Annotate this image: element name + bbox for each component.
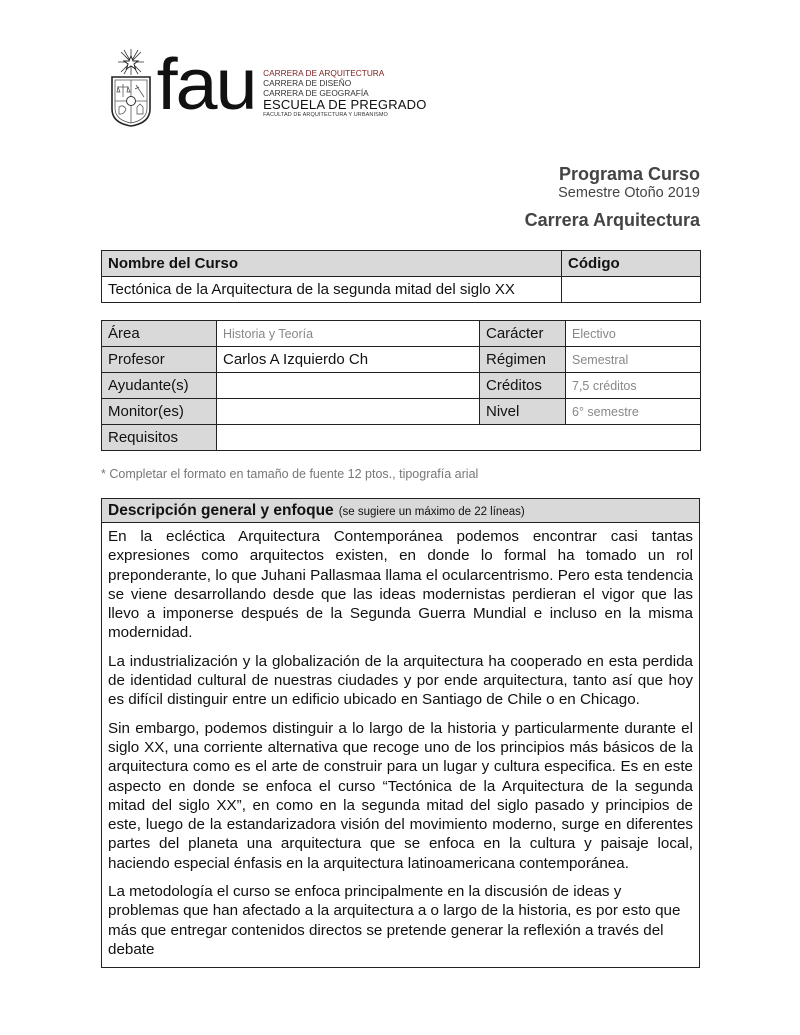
table-row: [102, 347, 701, 373]
requirements-value: [217, 425, 701, 451]
regime-value: Semestral: [566, 347, 701, 373]
character-value: Electivo: [566, 321, 701, 347]
program-title-block: [525, 164, 700, 231]
description-paragraph: En la ecléctica Arquitectura Contemporánea podemos encontrar casi tantas expresiones como arquitectos existen, en donde lo formal ha tomado un rol preponderante, lo que Juhani Pallasmaa llama el ocularcentrismo. Pero esta tendencia se viene desarrollando desde que las ideas modernistas perdieran el vigor que las llevo a imponerse después de la Segunda Guerra Mundial e incluso en la misma modernidad.: [108, 528, 693, 642]
credits-value: 7,5 créditos: [566, 373, 701, 399]
course-name-header: Nombre del Curso: [102, 251, 562, 277]
program-title: Programa Curso: [558, 164, 700, 184]
faculty-careers: [263, 68, 426, 119]
description-paragraph: La metodología el curso se enfoca principalmente en la discusión de ideas y problemas que han afectado a la arquitectura a o largo de la historia, es por esto que más que entregar contenidos directos se pretende generar la reflexión a través del debate: [108, 883, 681, 958]
career-geography: CARRERA DE GEOGRAFÍA: [263, 87, 369, 98]
credits-label: Créditos: [480, 373, 566, 399]
monitor-label: Monitor(es): [102, 399, 217, 425]
faculty-name: FACULTAD DE ARQUITECTURA Y URBANISMO: [263, 111, 388, 118]
university-crest-icon: [109, 47, 153, 127]
course-code-header: Código: [562, 251, 701, 277]
professor-label: Profesor: [102, 347, 217, 373]
table-row: [102, 321, 701, 347]
area-label: Área: [102, 321, 217, 347]
semester: Semestre Otoño 2019: [558, 185, 700, 201]
description-heading: Descripción general y enfoque: [108, 501, 334, 519]
professor-value: Carlos A Izquierdo Ch: [217, 347, 480, 373]
table-row: [102, 373, 701, 399]
course-name-table: [101, 250, 701, 303]
table-row: [102, 399, 701, 425]
assistant-label: Ayudante(s): [102, 373, 217, 399]
school-name: ESCUELA DE PREGRADO: [263, 96, 427, 112]
format-note: * Completar el formato en tamaño de fuente 12 ptos., tipografía arial: [101, 467, 479, 481]
area-value: Historia y Teoría: [217, 321, 480, 347]
course-name-value: Tectónica de la Arquitectura de la segunda mitad del siglo XX: [102, 277, 562, 303]
description-paragraph: Sin embargo, podemos distinguir a lo largo de la historia y particularmente durante el siglo XX, una corriente alternativa que recoge uno de los principios más básicos de la arquitectura como es el arte de construir para un lugar y cultura especifica. Es en este aspecto en donde se enfoca el curso “Tectónica de la Arquitectura de la segunda mitad del siglo XX”, en como en la segunda mitad del siglo pasado y principios de este, luego de la estandarizadora visión del movimiento moderno, surge en diferentes partes del planeta una arquitectura que se enfoca en la cultura y paisaje local, haciendo especial énfasis en la arquitectura latinoamericana contemporánea.: [108, 719, 693, 872]
career-architecture: CARRERA DE ARQUITECTURA: [263, 67, 385, 78]
fau-wordmark: fau: [156, 45, 256, 125]
assistant-value: [217, 373, 480, 399]
career-title: Carrera Arquitectura: [524, 210, 700, 230]
career-design: CARRERA DE DISEÑO: [263, 77, 352, 88]
character-label: Carácter: [480, 321, 566, 347]
regime-label: Régimen: [480, 347, 566, 373]
level-value: 6° semestre: [566, 399, 701, 425]
description-body: [102, 523, 699, 967]
course-details-table: [101, 320, 701, 451]
description-paragraph: La industrialización y la globalización de la arquitectura ha cooperado en esta perdida de identidad cultural de nuestras ciudades y por ende arquitectura, tanto así que hoy es difícil distinguir entre un edificio ubicado en Santiago de Chile o en Chicago.: [108, 652, 693, 709]
requirements-label: Requisitos: [102, 425, 217, 451]
description-section: [101, 498, 700, 968]
course-code-value: [562, 277, 701, 303]
faculty-logo: [109, 47, 427, 127]
level-label: Nivel: [480, 399, 566, 425]
description-header: [102, 499, 699, 523]
table-row: [102, 425, 701, 451]
description-subheading: (se sugiere un máximo de 22 líneas): [338, 505, 525, 518]
monitor-value: [217, 399, 480, 425]
